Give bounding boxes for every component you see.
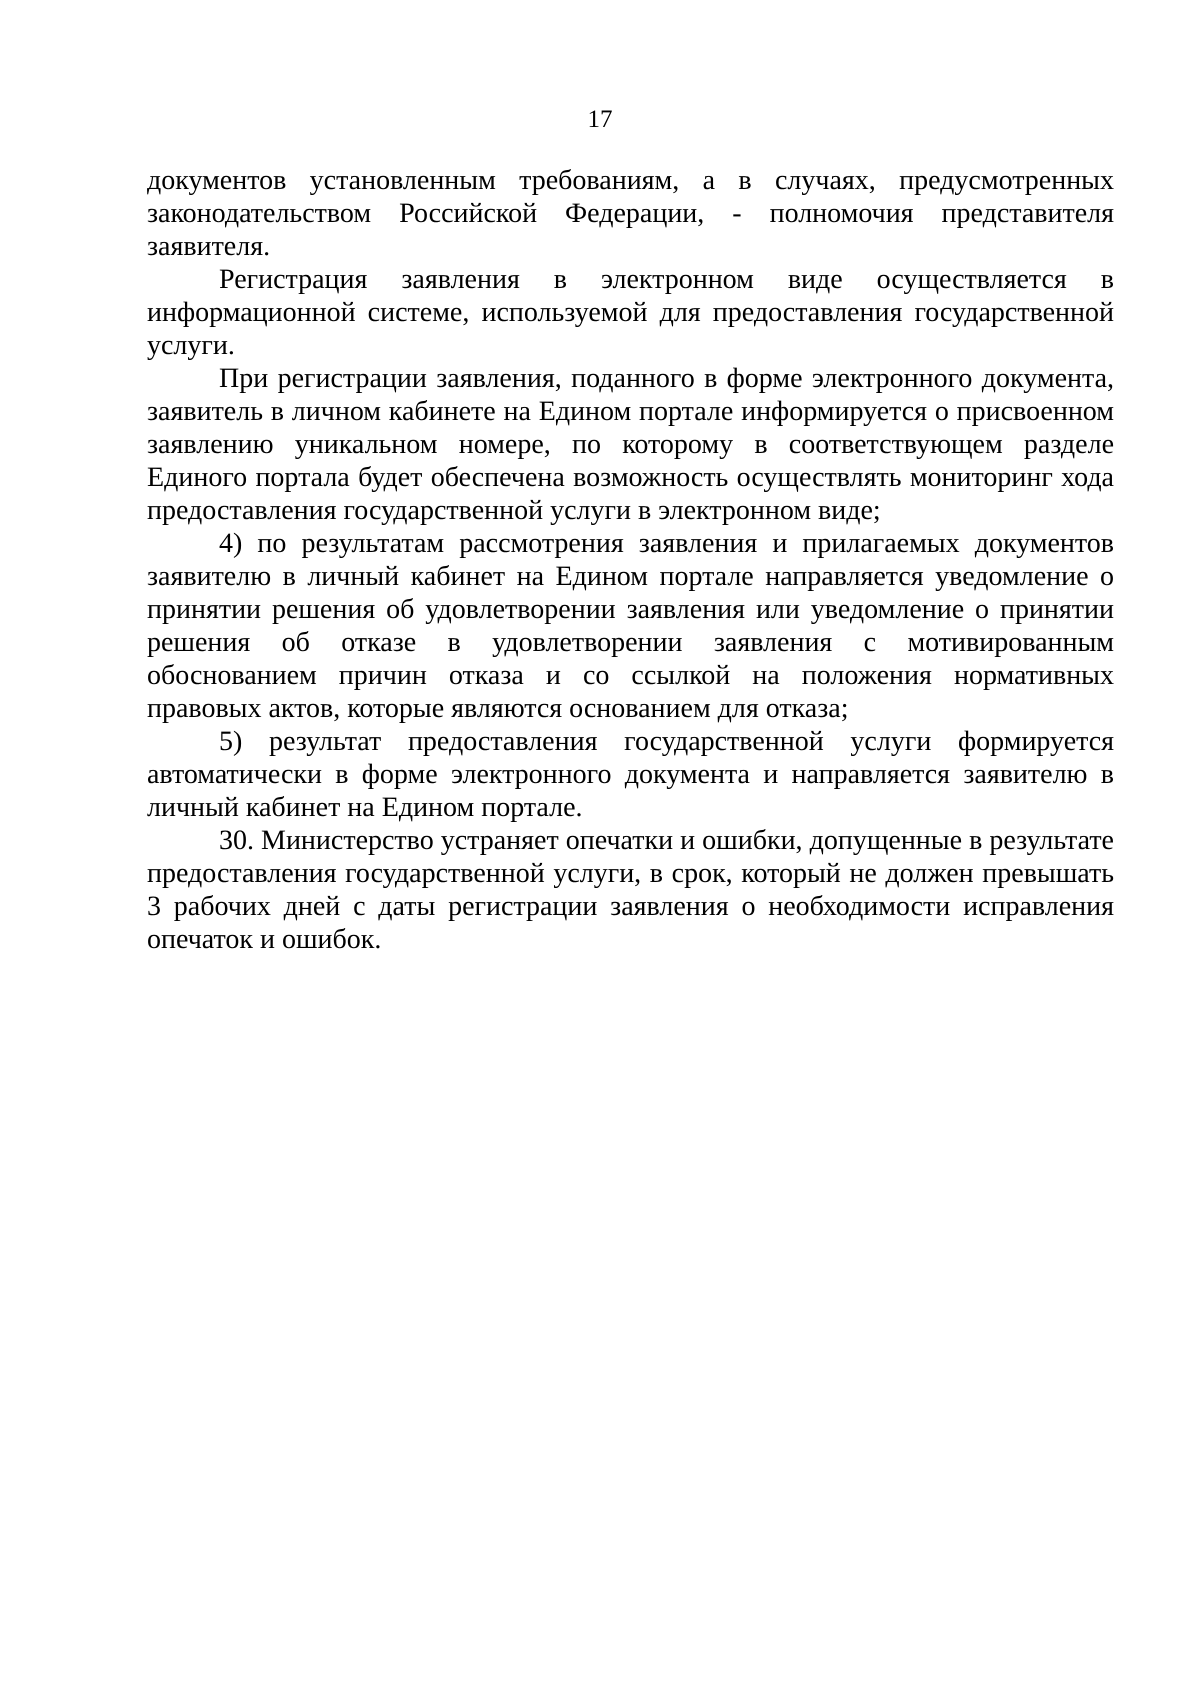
paragraph-continuation: документов установленным требованиям, а в случаях, предусмотренных законодательством Российской Федерации, - полномочия представителя заявителя.: [147, 165, 1114, 262]
paragraph-section-30: 30. Министерство устраняет опечатки и ошибки, допущенные в результате предоставления государственной услуги, в срок, который не должен превышать 3 рабочих дней с даты регистрации заявления о необходимости исправления опечаток и ошибок.: [147, 825, 1114, 955]
document-body: [147, 164, 1114, 956]
paragraph-registration: Регистрация заявления в электронном виде осуществляется в информационной системе, используемой для предоставления государственной услуги.: [147, 264, 1114, 361]
page-number: 17: [587, 106, 613, 133]
paragraph-item-4: 4) по результатам рассмотрения заявления и прилагаемых документов заявителю в личный кабинет на Едином портале направляется уведомление о принятии решения об удовлетворении заявления или уведомление о принятии решения об отказе в удовлетворении заявления с мотивированным обоснованием причин отказа и со ссылкой на положения нормативных правовых актов, которые являются основанием для отказа;: [147, 528, 1114, 724]
paragraph-item-5: 5) результат предоставления государственной услуги формируется автоматически в форме электронного документа и направляется заявителю в личный кабинет на Едином портале.: [147, 726, 1114, 823]
paragraph-registration-info: При регистрации заявления, поданного в форме электронного документа, заявитель в личном кабинете на Едином портале информируется о присвоенном заявлению уникальном номере, по которому в соответствующем разделе Единого портала будет обеспечена возможность осуществлять мониторинг хода предоставления государственной услуги в электронном виде;: [147, 363, 1114, 526]
